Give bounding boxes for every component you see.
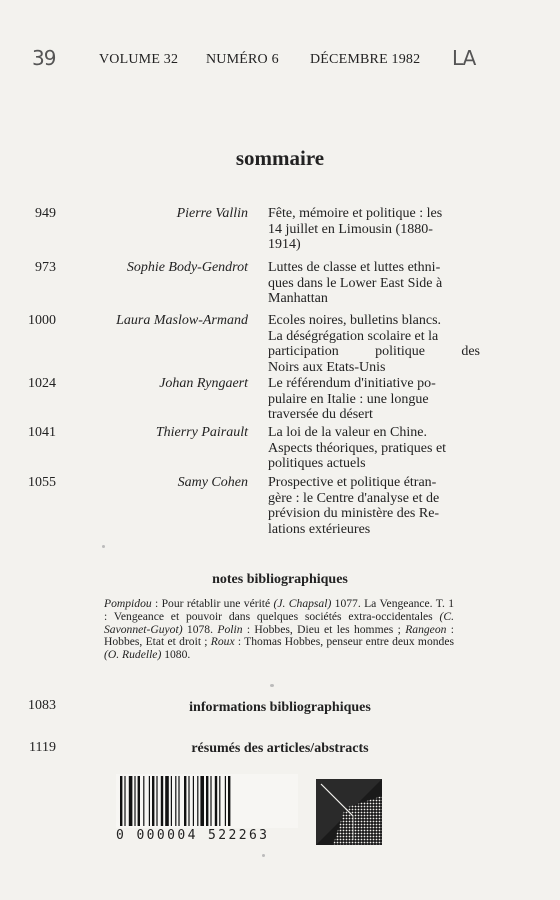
entry-page-number: 1000 <box>28 313 56 328</box>
entry-title-line: La loi de la valeur en Chine. <box>268 425 427 440</box>
page-title: sommaire <box>235 146 325 170</box>
barcode-bar <box>225 776 226 826</box>
entry-page-number: 973 <box>35 260 56 275</box>
entry-author: Johan Ryngaert <box>159 376 248 391</box>
entry-title-line: prévision du ministère des Re- <box>268 506 440 521</box>
entry-title-line: Aspects théoriques, pratiques et <box>268 440 447 456</box>
entry-title-line: gère : le Centre d'analyse et de <box>268 490 440 506</box>
barcode-bar <box>120 776 122 826</box>
entry-author: Laura Maslow-Armand <box>116 313 248 328</box>
barcode-bar <box>219 776 220 826</box>
entry-page-number: 949 <box>35 206 56 221</box>
entry-title <box>268 313 480 375</box>
entry-author: Thierry Pairault <box>155 425 248 440</box>
barcode-digits: 0 000004 522263 <box>116 828 270 843</box>
barcode-bar <box>143 776 144 826</box>
notes-segment: : Thomas Hobbes, penseur entre deux mondes <box>234 635 454 649</box>
notes-segment: : Pour rétablir une vérité <box>151 597 274 610</box>
barcode-bar <box>228 776 230 826</box>
entry-title-line: Luttes de classe et luttes ethni- <box>268 260 441 275</box>
entry-title-line: La déségrégation scolaire et la <box>268 328 439 344</box>
resumes-heading: résumés des articles/abstracts <box>191 741 369 756</box>
barcode-bar <box>138 776 140 826</box>
entry-title-line: ques dans le Lower East Side à <box>268 275 443 291</box>
informations-heading: informations bibliographiques <box>189 700 371 715</box>
entry-title <box>268 260 480 307</box>
notes-segment: Rangeon <box>405 622 447 636</box>
barcode-bar <box>188 776 189 826</box>
entry-title-line: Ecoles noires, bulletins blancs. <box>268 313 442 328</box>
notes-segment: Roux <box>210 635 235 649</box>
entry-title-line: Fête, mémoire et politique : les <box>268 206 443 221</box>
entry-author: Sophie Body-Gendrot <box>126 260 248 275</box>
entry-title-line: politiques actuels <box>268 456 366 471</box>
barcode-bar <box>152 776 154 826</box>
barcode-bar <box>156 776 157 826</box>
paper-speck <box>102 545 105 548</box>
toc-entry <box>0 313 560 373</box>
barcode-bar <box>134 776 135 826</box>
entry-title-line: 1914) <box>268 237 301 252</box>
notes-segment: : Hobbes, Etat et droit ; <box>104 622 455 649</box>
toc-entry <box>0 206 560 266</box>
notes-segment: (O. Rudelle) <box>104 648 162 662</box>
informations-page-number: 1083 <box>28 698 56 713</box>
barcode-bar <box>210 776 211 826</box>
entry-title-line: traversée du désert <box>268 407 373 422</box>
date-label: DÉCEMBRE 1982 <box>310 52 421 67</box>
notes-segment: Polin <box>217 622 243 636</box>
barcode-bar <box>215 776 217 826</box>
notes-segment: 1078. <box>182 622 218 636</box>
entry-author: Pierre Vallin <box>176 206 248 221</box>
notes-segment: 1080. <box>161 648 191 662</box>
entry-author: Samy Cohen <box>177 475 248 490</box>
notes-segment: 1077. La Vengeance. T. 1 : Vengeance et pouvoir dans quelques sociétés extra-occidentales <box>104 597 454 623</box>
entry-page-number: 1041 <box>28 425 56 440</box>
resumes-page-number: 1119 <box>29 740 56 755</box>
entry-title-line: Le référendum d'initiative po- <box>268 376 436 391</box>
barcode-bar <box>200 776 204 826</box>
barcode-bar <box>124 776 125 826</box>
entry-title-line: 14 juillet en Limousin (1880- <box>268 221 433 237</box>
barcode-bar <box>197 776 198 826</box>
notes-heading: notes bibliographiques <box>212 572 348 587</box>
barcode-bar <box>178 776 179 826</box>
entry-title-line: Prospective et politique étran- <box>268 475 437 490</box>
paper-speck <box>270 684 274 687</box>
barcode <box>116 774 298 828</box>
publisher-logo <box>315 778 383 846</box>
numero-label: NUMÉRO 6 <box>206 52 279 67</box>
notes-segment: (J. Chapsal) <box>273 597 332 610</box>
volume-label: VOLUME 32 <box>99 52 179 67</box>
entry-page-number: 1055 <box>28 475 56 490</box>
barcode-bar <box>129 776 133 826</box>
handwritten-initials: LA <box>452 46 476 70</box>
entry-title <box>268 376 480 423</box>
barcode-bar <box>193 776 194 826</box>
entry-title-line: pulaire en Italie : une longue <box>268 391 429 407</box>
entry-title <box>268 206 480 253</box>
entry-title-line: Manhattan <box>268 291 328 306</box>
paper-speck <box>262 854 265 857</box>
barcode-bar <box>175 776 176 826</box>
entry-title <box>268 425 480 472</box>
toc-entry <box>0 260 560 320</box>
barcode-bar <box>149 776 150 826</box>
entry-title-line: participation politique des <box>268 344 480 359</box>
entry-title-line: Noirs aux Etats-Unis <box>268 359 386 375</box>
barcode-bar <box>165 776 169 826</box>
barcode-bar <box>171 776 172 826</box>
entry-title-line: lations extérieures <box>268 521 371 537</box>
entry-page-number: 1024 <box>28 376 56 391</box>
toc-entry <box>0 475 560 535</box>
handwritten-page-number: 39 <box>32 46 56 70</box>
notes-segment: : Hobbes, Dieu et les hommes ; <box>242 622 406 636</box>
entry-title <box>268 475 480 537</box>
barcode-bar <box>161 776 163 826</box>
notes-segment: Pompidou <box>104 597 152 610</box>
notes-body <box>104 598 454 662</box>
barcode-bar <box>184 776 186 826</box>
barcode-bar <box>206 776 208 826</box>
notes-segment: (C. Savonnet-Guyot) <box>104 609 454 636</box>
